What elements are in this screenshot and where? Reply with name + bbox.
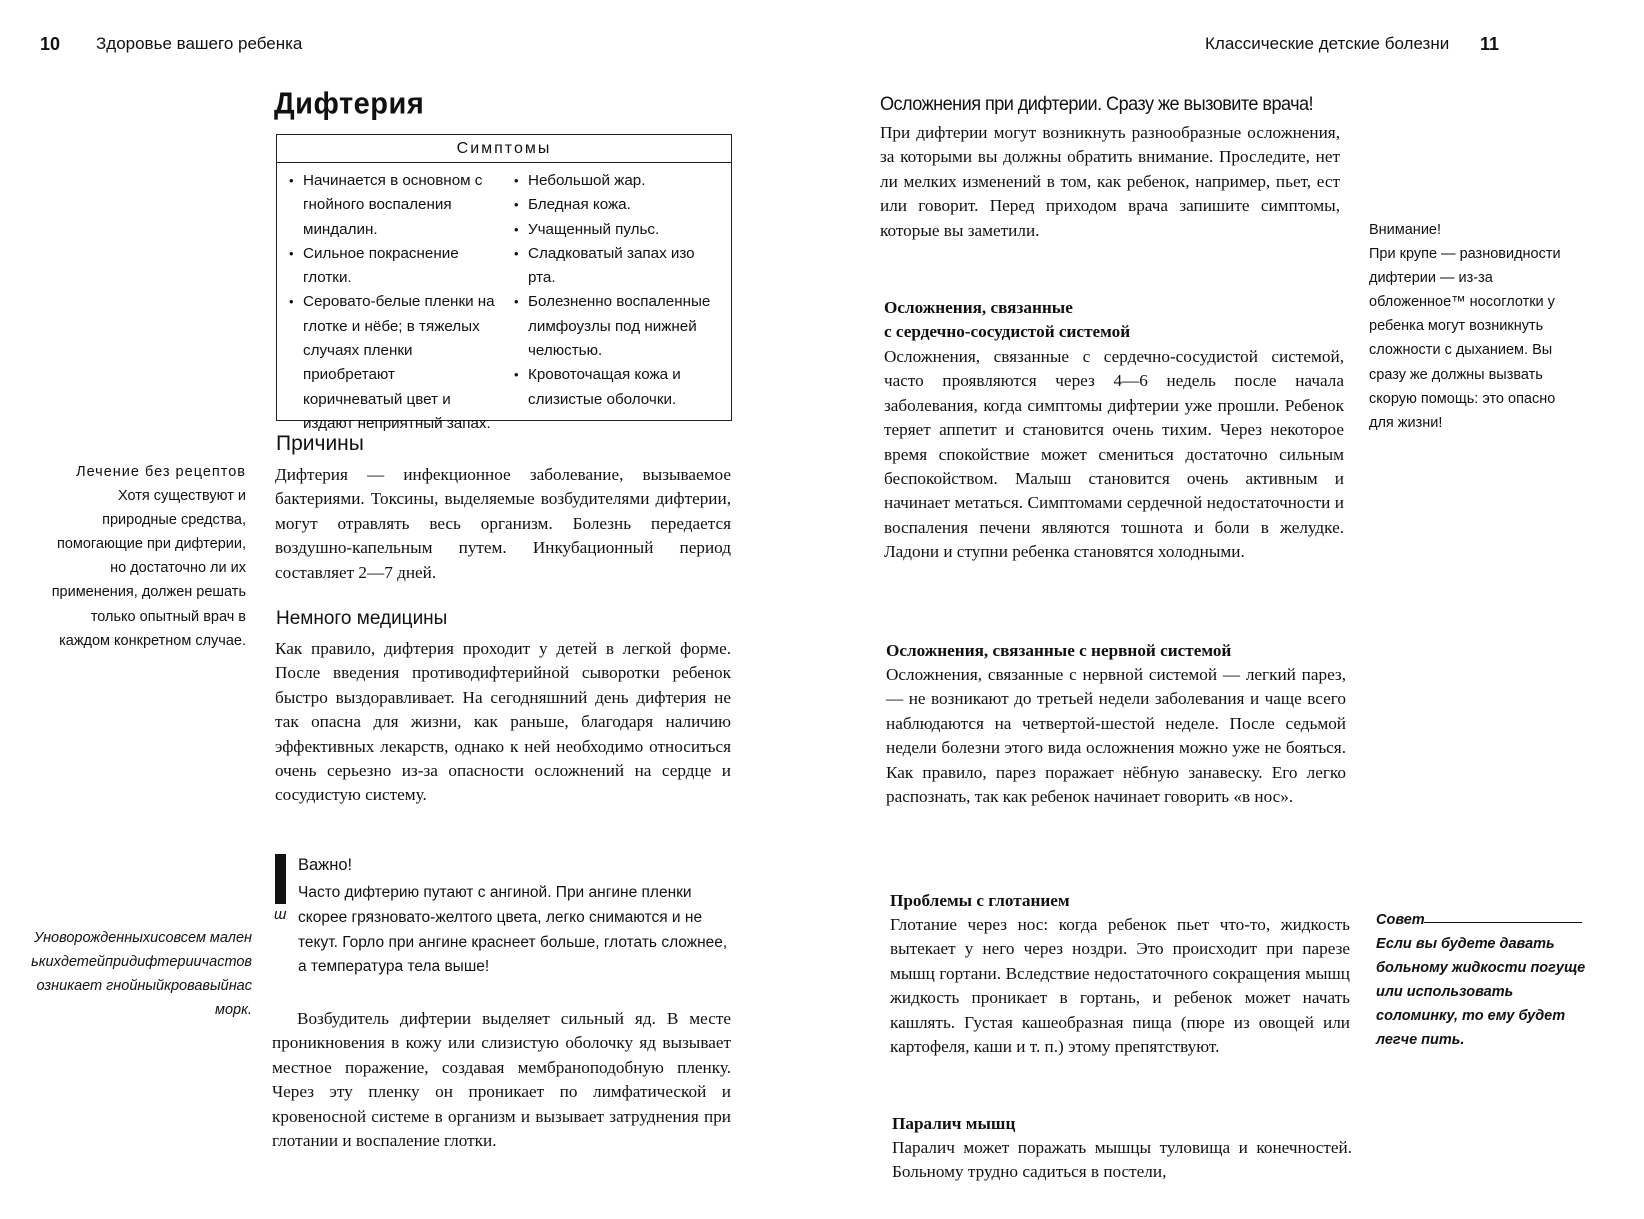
sidebar-tip [1376, 908, 1586, 1053]
swallow-text: Глотание через нос: когда ребенок пьет что-то, жидкость вытекает у него через ноздри. Это происходит при парезе мышц гортани. Вследствие недостаточного сокращения мышц жидкость проникает в гортань, и ребенок может начать кашлять. Густая кашеобразная пища (пюре из овощей или картофеля, каши и т. п.) этому препятствуют. [890, 915, 1350, 1057]
pathogen-text: Возбудитель дифтерии выделяет сильный яд. В месте проникновения в кожу или слизистую оболочку яд вызывает местное поражение, создавая мембраноподобную пленку. Через эту пленку он проникает по лимфатической и кровеносной системе в организм и вызывает затруднения при глотании и воспаление глотки. [272, 1009, 731, 1151]
sidebar-tip-heading: Совет [1376, 912, 1425, 928]
sidebar-newborn-note: Уноворожденныхисовсем маленькихдетейпридифтериичастовозникает гнойныйкровавыйнасморк. [31, 930, 252, 1019]
swallow-heading: Проблемы с глотанием [890, 891, 1070, 910]
sidebar-attention-heading: Внимание! [1369, 222, 1442, 238]
sidebar-tip-text: Если вы будете давать больному жидкости погуще или использовать соломинку, то ему будет легче пить. [1376, 936, 1586, 1049]
symptom-item: • Кровоточащая кожа и слизистые оболочки. [514, 363, 723, 412]
symptom-item: • Сладковатый запах изо рта. [514, 242, 723, 291]
medicine-text: Как правило, дифтерия проходит у детей в легкой форме. После введения противодифтерийной сыворотки ребенок быстро выздоравливает. На сегодняшний день дифтерия не так опасна для жизни, как раньше, благодаря наличию эффективных лекарств, однако к ней необходимо относиться очень серьезно из-за опасности осложнений на сердце и сосудистую систему. [275, 639, 731, 805]
symptom-item: • Сильное покраснение глотки. [289, 242, 498, 291]
sidebar-tip-rule [1424, 922, 1582, 923]
symptoms-left-column [289, 169, 508, 436]
cardio-heading [884, 296, 1344, 345]
important-text: Часто дифтерию путают с ангиной. При ангине пленки скорее грязновато-желтого цвета, легко снимаются и не текут. Горло при ангине краснеет больше, глотать сложнее, а температура тела выше! [298, 884, 728, 976]
right-page-number: 11 [1480, 34, 1500, 54]
symptom-item: • Начинается в основном с гнойного воспаления миндалин. [289, 169, 498, 242]
paralysis-text: Паралич может поражать мышцы туловища и конечностей. Больному трудно садиться в постели, [892, 1138, 1352, 1182]
symptom-item: • Бледная кожа. [514, 193, 723, 217]
sidebar-no-prescription [40, 460, 246, 653]
left-page-number: 10 [40, 34, 61, 54]
paralysis-heading: Паралич мышц [892, 1114, 1016, 1133]
sidebar-attention-text: При крупе — разновидности дифтерии — из-за обложенное™ носоглотки у ребенка могут возникнуть сложности с дыханием. Вы сразу же должны вызвать скорую помощь: это опасно для жизни! [1369, 246, 1561, 431]
article-title: Дифтерия [274, 87, 425, 121]
sidebar-no-prescription-text: Хотя существуют и природные средства, помогающие при дифтерии, но достаточно ли их применения, должен решать только опытный врач в каждом конкретном случае. [51, 488, 246, 649]
medicine-heading: Немного медицины [276, 608, 448, 629]
sidebar-tip-heading-row [1376, 908, 1586, 932]
complications-heading: Осложнения при дифтерии. Сразу же вызовите врача! [880, 93, 1314, 115]
nerve-heading: Осложнения, связанные с нервной системой [886, 641, 1232, 660]
symptoms-right-column [508, 169, 723, 436]
causes-heading: Причины [276, 432, 364, 455]
left-running-title: Здоровье вашего ребенка [96, 34, 303, 53]
symptom-item: • Серовато-белые пленки на глотке и нёбе; в тяжелых случаях пленки приобретают коричневатый цвет и издают неприятный запах. [289, 290, 498, 436]
symptom-item: • Болезненно воспаленные лимфоузлы под нижней челюстью. [514, 290, 723, 363]
cardio-heading-line1: Осложнения, связанные [884, 298, 1073, 317]
causes-text: Дифтерия — инфекционное заболевание, вызываемое бактериями. Токсины, выделяемые возбудителями дифтерии, могут отравлять весь организм. Болезнь передается воздушно-капельным путем. Инкубационный период составляет 2—7 дней. [275, 465, 731, 582]
cardio-heading-line2: с сердечно-сосудистой системой [884, 322, 1131, 342]
sidebar-attention [1369, 218, 1584, 435]
symptom-item: • Небольшой жар. [514, 169, 723, 193]
cardio-text: Осложнения, связанные с сердечно-сосудистой системой, часто проявляются через 4—6 недель после начала заболевания, когда симптомы дифтерии уже прошли. Ребенок теряет аппетит и становится очень тихим. Через некоторое время спокойствие может смениться достаточно сильным беспокойством. Малыш становится очень активным и начинает метаться. Симптомами сердечной недостаточности и воспаления печени являются тошнота и боли в желудке. Ладони и ступни ребенка становятся холодными. [884, 347, 1344, 562]
symptoms-heading: Симптомы [277, 135, 731, 163]
right-running-title: Классические детские болезни [1205, 34, 1450, 53]
nerve-text: Осложнения, связанные с нервной системой — легкий парез, — не возникают до третьей недели заболевания и чаще всего наблюдаются на четвертой-шестой неделе. После седьмой недели болезни этого вида осложнения можно уже не бояться. Как правило, парез поражает нёбную занавеску. Его легко распознать, так как ребенок начинает говорить «в нос». [886, 665, 1346, 807]
symptoms-box [276, 134, 732, 432]
symptom-item: • Учащенный пульс. [514, 218, 723, 242]
sidebar-no-prescription-heading: Лечение без рецептов [76, 464, 246, 480]
important-marker-bar [275, 854, 286, 904]
important-heading: Важно! [298, 856, 353, 874]
important-marker-glyph: ш [274, 906, 287, 923]
complications-intro: При дифтерии могут возникнуть разнообразные осложнения, за которыми вы должны обратить внимание. Проследите, нет ли мелких изменений в том, как ребенок, например, пьет, ест или говорит. Перед приходом врача запишите симптомы, которые вы заметили. [880, 123, 1340, 240]
